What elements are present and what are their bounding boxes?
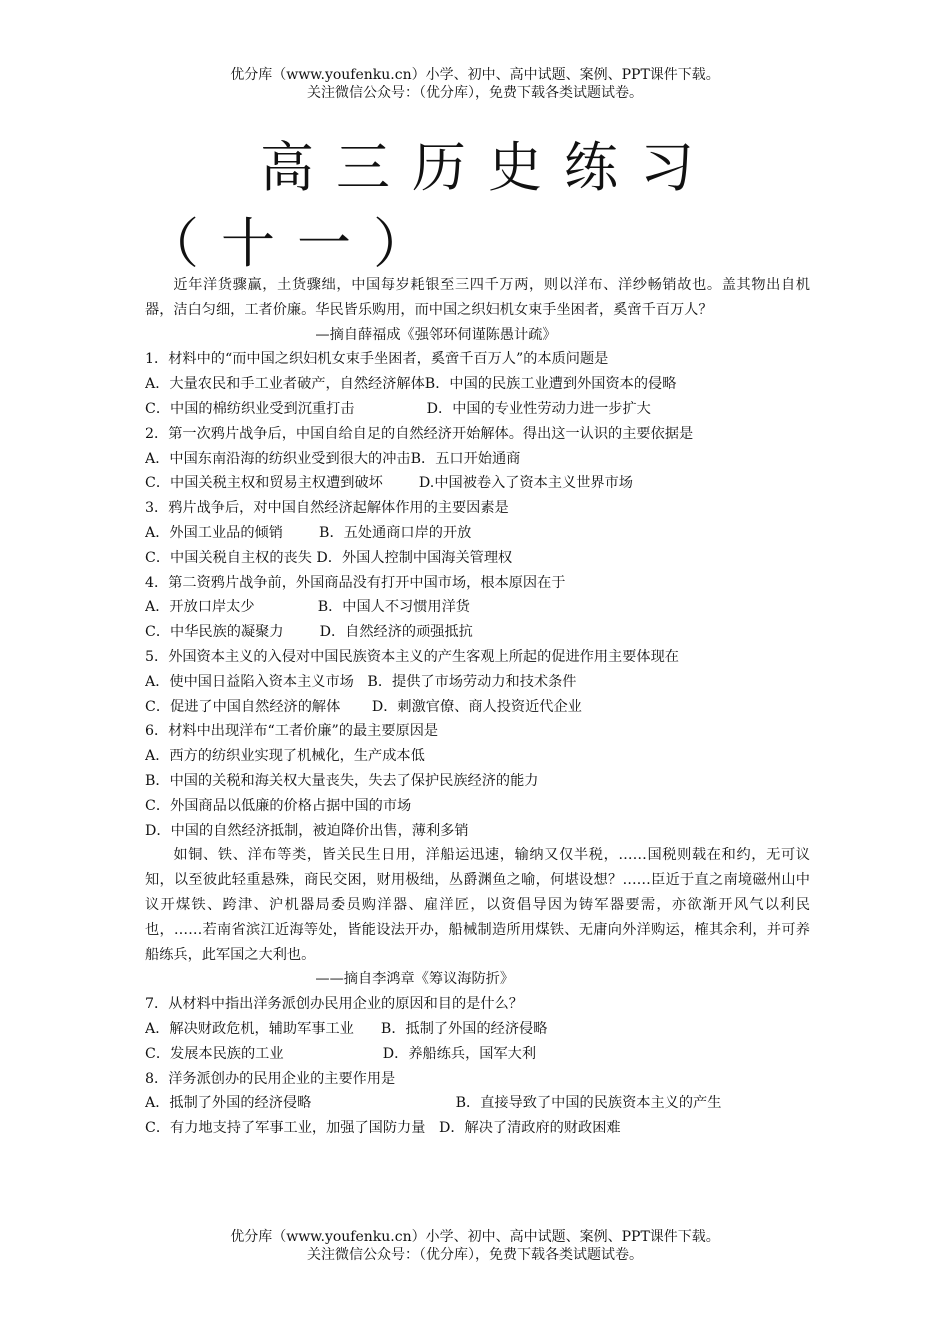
footer-line-2: 关注微信公众号：（优分库），免费下载各类试题试卷。: [307, 1247, 643, 1263]
question-6-option-b: B．中国的关税和海关权大量丧失，失去了保护民族经济的能力: [145, 772, 539, 789]
footer-line-1: 优分库（www.youfenku.cn）小学、初中、高中试题、案例、PPT课件下载。: [230, 1229, 720, 1245]
question-6-stem: 6．材料中出现洋布“工者价廉”的最主要原因是: [145, 723, 439, 740]
question-1-options-row-1: A．大量农民和手工业者破产，自然经济解体B．中国的民族工业遭到外国资本的侵略: [145, 376, 677, 393]
question-1-stem: 1．材料中的“而中国之织妇机女束手坐困者，奚啻千百万人”的本质问题是: [145, 351, 609, 368]
question-7-options-row-1: A．解决财政危机，辅助军事工业 B．抵制了外国的经济侵略: [145, 1020, 548, 1037]
question-4-options-row-2: C．中华民族的凝聚力 D．自然经济的顽强抵抗: [145, 624, 473, 641]
header-line-2: 关注微信公众号：（优分库），免费下载各类试题试卷。: [307, 85, 643, 101]
question-1-options-row-2: C．中国的棉纺织业受到沉重打击 D．中国的专业性劳动力进一步扩大: [145, 400, 651, 417]
question-4-stem: 4．第二资鸦片战争前，外国商品没有打开中国市场，根本原因在于: [145, 574, 566, 591]
page-title: 高三历史练习（十一）: [145, 136, 716, 275]
question-6-option-d: D．中国的自然经济抵制，被迫降价出售，薄利多销: [145, 822, 469, 839]
question-8-stem: 8．洋务派创办的民用企业的主要作用是: [145, 1070, 396, 1087]
question-4-options-row-1: A．开放口岸太少 B．中国人不习惯用洋货: [145, 599, 470, 616]
question-3-options-row-2: C．中国关税自主权的丧失 D．外国人控制中国海关管理权: [145, 549, 513, 566]
document-body: [145, 273, 810, 1141]
page-footer: [0, 1228, 950, 1264]
question-5-options-row-2: C．促进了中国自然经济的解体 D．刺激官僚、商人投资近代企业: [145, 698, 582, 715]
question-6-option-a: A．西方的纺织业实现了机械化，生产成本低: [145, 748, 425, 765]
question-2-stem: 2．第一次鸦片战争后，中国自给自足的自然经济开始解体。得出这一认识的主要依据是: [145, 425, 694, 442]
passage-2-source: ——摘自李鸿章《筹议海防折》: [315, 971, 515, 988]
question-3-stem: 3．鸦片战争后，对中国自然经济起解体作用的主要因素是: [145, 500, 509, 517]
question-5-stem: 5．外国资本主义的入侵对中国民族资本主义的产生客观上所起的促进作用主要体现在: [145, 648, 679, 665]
header-line-1: 优分库（www.youfenku.cn）小学、初中、高中试题、案例、PPT课件下载。: [230, 67, 720, 83]
question-2-options-row-2: C．中国关税主权和贸易主权遭到破坏 D.中国被卷入了资本主义世界市场: [145, 475, 633, 492]
question-8-options-row-2: C．有力地支持了军事工业，加强了国防力量 D．解决了清政府的财政困难: [145, 1120, 621, 1137]
question-3-options-row-1: A．外国工业品的倾销 B．五处通商口岸的开放: [145, 524, 472, 541]
passage-1-source: —摘自薛福成《强邻环伺谨陈愚计疏》: [315, 326, 557, 343]
question-7-options-row-2: C．发展本民族的工业 D．养船练兵，国军大利: [145, 1045, 537, 1062]
passage-1: 近年洋货骤赢，土货骤绌，中国每岁耗银至三四千万两，则以洋布、洋纱畅销故也。盖其物出自机器，洁白匀细，工者价廉。华民皆乐购用，而中国之织妇机女束手坐困者，奚啻千百万人？: [145, 277, 810, 318]
passage-2: 如铜、铁、洋布等类，皆关民生日用，洋船运迅速，输纳又仅半税，……国税则载在和约，无可议知，以至彼此轻重悬殊，商民交困，财用极绌，丛爵渊鱼之喻，何堪设想？……臣近于直之南境磁州山中议开煤铁、跨津、沪机器局委员购洋器、雇洋匠，以资倡导因为铸军器要需，亦欲渐开风气以利民也，……若南省滨江近海等处，皆能设法开办，船械制造所用煤铁、无庸向外洋购运，榷其余利，并可养船练兵，此军国之大利也。: [145, 847, 810, 963]
question-2-options-row-1: A．中国东南沿海的纺织业受到很大的冲击B．五口开始通商: [145, 450, 521, 467]
question-6-option-c: C．外国商品以低廉的价格占据中国的市场: [145, 797, 412, 814]
question-8-options-row-1: A．抵制了外国的经济侵略 B．直接导致了中国的民族资本主义的产生: [145, 1095, 722, 1112]
question-5-options-row-1: A．使中国日益陷入资本主义市场 B．提供了市场劳动力和技术条件: [145, 673, 577, 690]
question-7-stem: 7．从材料中指出洋务派创办民用企业的原因和目的是什么？: [145, 996, 523, 1013]
page-header: [0, 66, 950, 102]
